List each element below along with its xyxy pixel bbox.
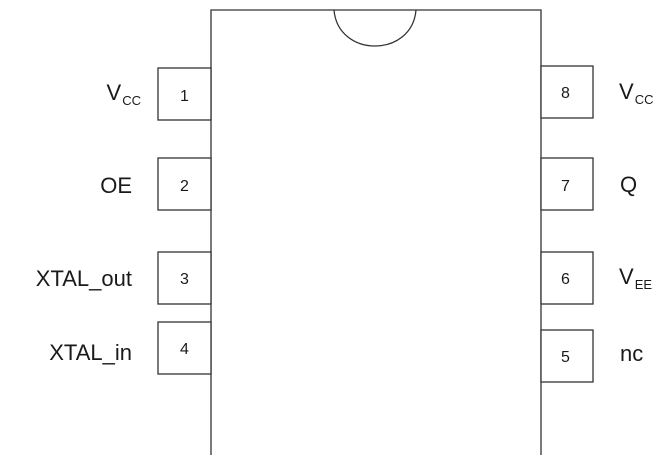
pin-number: 8 bbox=[561, 85, 570, 102]
pin-number: 3 bbox=[180, 271, 189, 288]
pin-label-6: $V_{EE}$ bbox=[619, 264, 653, 292]
pin-number: 1 bbox=[180, 88, 189, 105]
pin-label-3: XTAL_out bbox=[35, 266, 132, 291]
pin-number: 7 bbox=[561, 178, 570, 195]
pin-label-7: Q bbox=[620, 172, 638, 197]
chip-body bbox=[211, 10, 541, 455]
pin-label-2: OE bbox=[100, 173, 132, 198]
pin-label-8: $V_{CC}$ bbox=[619, 79, 654, 107]
pin-label-4: XTAL_in bbox=[49, 340, 132, 365]
pin-number: 2 bbox=[180, 178, 189, 195]
pin-number: 6 bbox=[561, 271, 570, 288]
pin-number: 4 bbox=[180, 341, 189, 358]
pin-number: 5 bbox=[561, 349, 570, 366]
pin-label-5: nc bbox=[620, 341, 644, 366]
pin-label-1: $V_{CC}$ bbox=[106, 80, 141, 108]
pin1-notch bbox=[334, 10, 416, 46]
